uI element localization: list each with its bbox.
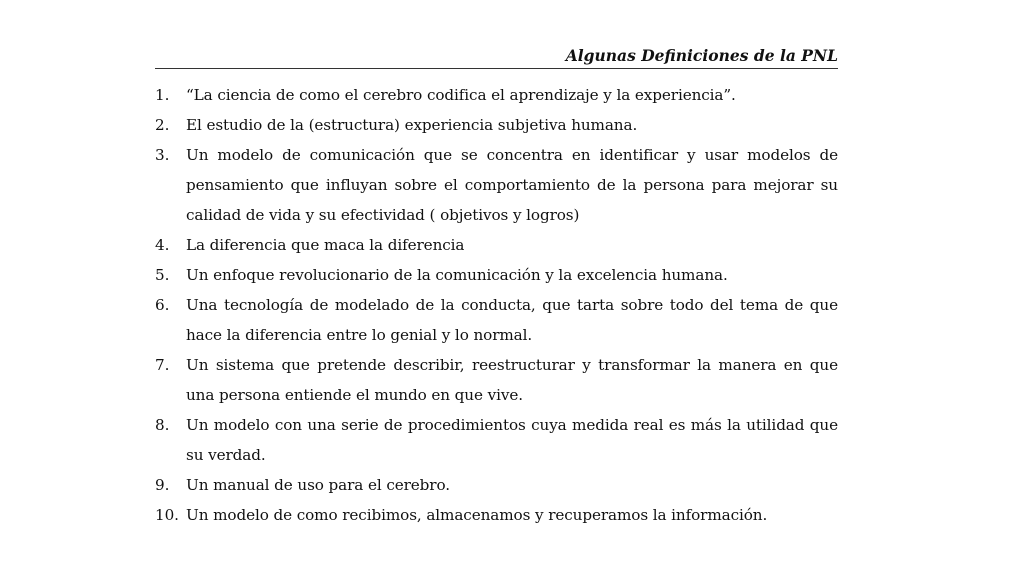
item-text: Un modelo de comunicación que se concentra en identificar y usar modelos de pensamiento que influyan sobre el comportamiento de la persona para mejorar su calidad de vida y su efectividad ( objetivos y logros) <box>186 146 838 224</box>
item-text: Un manual de uso para el cerebro. <box>186 476 450 494</box>
item-text: Un sistema que pretende describir, reestructurar y transformar la manera en que una persona entiende el mundo en que vive. <box>186 356 838 404</box>
item-text: Una tecnología de modelado de la conducta, que tarta sobre todo del tema de que hace la diferencia entre lo genial y lo normal. <box>186 296 838 344</box>
list-item <box>155 410 838 470</box>
item-text: Un modelo de como recibimos, almacenamos y recuperamos la información. <box>186 506 768 524</box>
item-number: 3. <box>155 146 170 164</box>
header-rule <box>155 44 838 69</box>
list-item <box>155 80 838 110</box>
definitions-list <box>155 80 838 530</box>
item-text: Un enfoque revolucionario de la comunicación y la excelencia humana. <box>186 266 728 284</box>
list-item <box>155 140 838 230</box>
item-text: El estudio de la (estructura) experiencia subjetiva humana. <box>186 116 638 134</box>
list-item <box>155 500 838 530</box>
list-item <box>155 230 838 260</box>
item-number: 10. <box>155 506 179 524</box>
page-title: Algunas Definiciones de la PNL <box>565 46 838 65</box>
item-text: Un modelo con una serie de procedimientos cuya medida real es más la utilidad que su verdad. <box>186 416 838 464</box>
item-number: 9. <box>155 476 170 494</box>
item-number: 6. <box>155 296 170 314</box>
item-number: 5. <box>155 266 170 284</box>
list-item <box>155 470 838 500</box>
list-item <box>155 110 838 140</box>
item-number: 7. <box>155 356 170 374</box>
list-item <box>155 260 838 290</box>
item-text: “La ciencia de como el cerebro codifica el aprendizaje y la experiencia”. <box>186 86 736 104</box>
list-item <box>155 350 838 410</box>
item-number: 4. <box>155 236 170 254</box>
item-number: 1. <box>155 86 170 104</box>
list-item <box>155 290 838 350</box>
item-number: 2. <box>155 116 170 134</box>
item-number: 8. <box>155 416 170 434</box>
item-text: La diferencia que maca la diferencia <box>186 236 465 254</box>
